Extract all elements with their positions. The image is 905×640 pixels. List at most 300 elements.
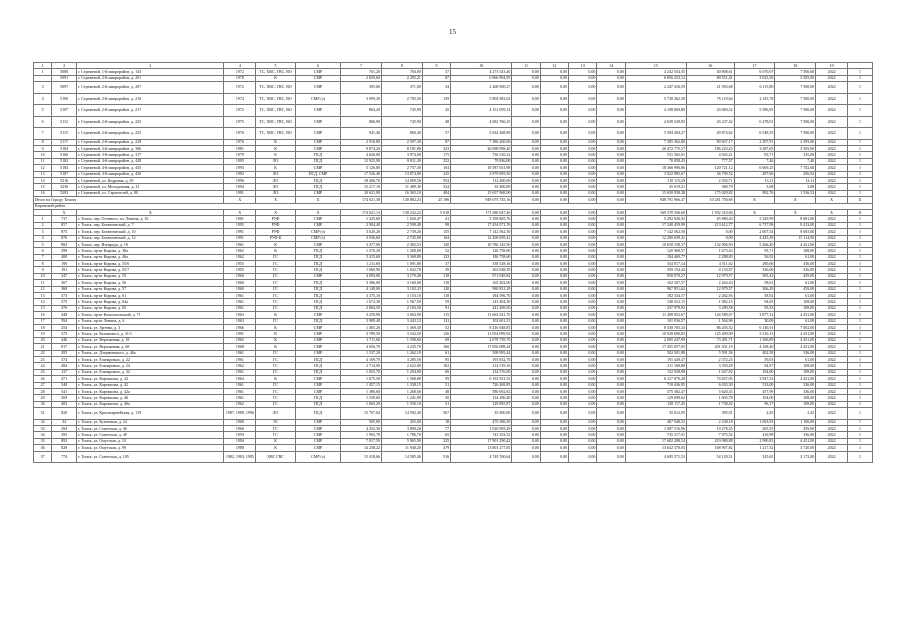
table-cell: 5 618 [422,209,450,215]
table-cell: 336,00 [734,267,775,273]
table-cell: 1 211,60 [341,261,382,267]
table-cell: 0,00 [569,222,597,228]
table-cell: 295 [52,350,77,356]
table-cell: 14 [34,299,52,305]
table-cell: 2 804,50 [341,305,382,311]
table-cell: 0,00 [512,165,540,171]
table-cell: 7,40 [775,158,816,164]
table-cell: 2022 [816,139,848,145]
table-cell: ПСД [295,184,340,190]
table-cell: 10 928 690,83 [625,331,686,337]
table-cell: 5097 [52,82,77,94]
table-cell: 6 737,98 [734,222,775,228]
table-cell: 11 [512,63,540,69]
table-cell: г. Стрежевой, ул. Кедровая, д. 65 [77,178,224,184]
table-cell: 1 647,02 [686,369,734,375]
table-cell: 186 223,23 [686,146,734,152]
table-cell: 817 [52,344,77,350]
table-cell: 1 [847,432,872,438]
table-cell: 726 469,85 [451,382,512,388]
table-cell: 225 [422,438,450,444]
table-cell: 1 022,70 [382,267,423,273]
table-cell: 0,00 [597,293,625,299]
table-cell: 13,11 [775,178,816,184]
table-cell: 1 [847,93,872,105]
table-cell: 0,00 [569,286,597,292]
table-cell: 0,00 [512,93,540,105]
table-cell: 7 500,00 [775,128,816,140]
table-cell: 1900 [224,419,256,425]
table-cell: 2022 [816,408,848,420]
table-cell: 2022 [816,152,848,158]
table-cell: 3 369,80 [382,254,423,260]
table-cell: 1 [847,286,872,292]
table-cell: 12 [540,63,568,69]
table-cell: 95,33 [734,305,775,311]
table-cell: 0,00 [512,254,540,260]
table-cell: 0,00 [569,158,597,164]
table-cell: 1955 [224,261,256,267]
table-cell: 0,00 [540,248,568,254]
table-cell: СМР [295,312,340,318]
table-cell: 806,90 [341,116,382,128]
table-cell: 0,00 [512,171,540,177]
table-cell: 0,00 [597,318,625,324]
table-cell: 2022 [816,369,848,375]
table-cell: 201 031,19 [686,344,734,350]
table-cell: г. Томск, пр-кт Кирова, д. 64а [77,299,224,305]
table-cell: 16 [34,190,52,196]
table-cell: 1 [847,388,872,394]
table-cell: 0,00 [597,344,625,350]
table-cell: 0,00 [569,363,597,369]
table-cell: 399 [52,248,77,254]
table-cell: 8 [382,63,423,69]
table-cell: ПСД [295,280,340,286]
table-cell: ГС [256,432,296,438]
table-cell: 0,00 [597,419,625,425]
table-cell: 459,00 [775,286,816,292]
table-cell: 516 [422,451,450,463]
table-cell: 1 [847,438,872,444]
table-cell: 131 [422,318,450,324]
table-cell: 374 [52,356,77,362]
table-cell: 10 786 145,50 [451,241,512,247]
table-cell: 876 [52,235,77,241]
table-cell: 1 [847,337,872,343]
table-cell: 2 [52,63,77,69]
table-cell: 102 601,51 [451,318,512,324]
table-cell: 0,00 [540,254,568,260]
table-cell: 0,00 [512,139,540,145]
table-cell: 2022 [816,305,848,311]
table-cell: 6 278,01 [734,116,775,128]
table-cell: 2022 [816,75,848,81]
table-cell: 0,00 [512,382,540,388]
table-cell: 50 [422,395,450,401]
table-cell: 1962 [224,254,256,260]
table-cell: 0,00 [540,376,568,382]
table-cell: 9 811,30 [382,158,423,164]
table-cell: 19 278,35 [686,425,734,431]
table-cell: 0,00 [597,267,625,273]
table-cell: 6 966 904,95 [451,75,512,81]
table-cell: 0,00 [512,229,540,235]
table-cell: 0,00 [512,312,540,318]
table-cell: 941,40 [341,128,382,140]
table-cell: ГС [256,382,296,388]
table-cell: 0,00 [540,190,568,196]
table-cell: 2022 [816,325,848,331]
table-cell: г. Стрежевой, ул. Строителей, д. 80 [77,190,224,196]
table-cell: 13,11 [734,178,775,184]
table-cell: 1 [847,318,872,324]
table-cell: 2022 [816,229,848,235]
table-cell: 1 [847,356,872,362]
table-cell: СМР [295,376,340,382]
table-cell: 1 590,60 [382,337,423,343]
table-cell: 101 036,57 [625,318,686,324]
table-cell: 5112 [52,116,77,128]
table-cell: 21 503,68 [686,82,734,94]
table-cell: 3 477,00 [341,241,382,247]
table-cell: 9 413,00 [775,222,816,228]
table-cell: 0,00 [540,305,568,311]
table-cell: 2022 [816,293,848,299]
table-cell: ПСД [295,267,340,273]
table-cell: Х [847,209,872,215]
table-cell: 3 259,90 [341,312,382,318]
table-cell: 1 [847,382,872,388]
table-cell: г. Томск, пр-кт Кирова, д. 46а [77,254,224,260]
table-cell: 0,00 [540,82,568,94]
table-cell: 1972 [224,69,256,75]
table-cell: 1 217,32 [734,445,775,451]
table-cell: 37 [422,69,450,75]
table-cell: 0,00 [512,184,540,190]
table-cell: 17 901 290,42 [451,438,512,444]
table-cell: 14 [597,63,625,69]
table-cell: 2 395,00 [775,139,816,145]
table-cell: 7 817,50 [341,438,382,444]
table-cell: г. Томск, пер. Осеннего, пл. Ленина, д. 16 [77,216,224,222]
table-cell: 2022 [816,376,848,382]
table-cell: 1 026 995,29 [451,425,512,431]
table-cell: 1994 [224,184,256,190]
table-cell: 87 [422,75,450,81]
table-cell: СМР [295,331,340,337]
table-cell: 3 287,65 [734,146,775,152]
table-cell: 2022 [816,419,848,425]
table-cell: 1991 [224,331,256,337]
table-cell: 126 758,00 [451,248,512,254]
table-cell: 1 [847,241,872,247]
table-cell: 1992 [224,171,256,177]
table-cell: 211 168,88 [625,363,686,369]
table-cell: 7 500,00 [775,105,816,117]
table-cell: 0,00 [512,376,540,382]
table-cell: 0,00 [540,425,568,431]
table-cell: г. Стрежевой, 2-й микрорайон, д. 210 [77,93,224,105]
table-cell: СМР [295,165,340,171]
table-cell: 0,00 [569,184,597,190]
table-cell: 61,00 [775,293,816,299]
table-cell: 1987, 1988, 1996 [224,408,256,420]
table-cell: ПСД [295,369,340,375]
table-cell: 45 [422,105,450,117]
table-cell: 12 979,57 [686,286,734,292]
table-cell: 0,00 [512,267,540,273]
table-cell: 400 [52,254,77,260]
table-cell: 8 [34,261,52,267]
table-cell: К [256,312,296,318]
table-cell: 0,00 [569,331,597,337]
table-cell: 0,00 [569,209,597,215]
table-cell: 1 [847,105,872,117]
table-cell: 479 [422,445,450,451]
table-cell: 446 [52,337,77,343]
table-cell: Х [295,197,340,203]
table-cell: 1 992,70 [341,432,382,438]
table-cell: 32 [34,419,52,425]
table-cell: 19 [34,331,52,337]
table-cell: 0,00 [569,293,597,299]
table-cell: 18 366 996,86 [625,165,686,171]
table-cell: 0,00 [569,401,597,407]
table-cell: 402,58 [734,350,775,356]
table-cell: 2 005 247,99 [625,337,686,343]
table-cell: 2 739,26 [382,229,423,235]
table-cell: ПСД [295,408,340,420]
table-cell: 11 940,20 [382,445,423,451]
table-cell: ПСД [295,178,340,184]
table-cell: К [256,331,296,337]
table-cell: 52 [422,248,450,254]
table-cell: 0,00 [597,286,625,292]
table-cell: 6 192 931,53 [451,376,512,382]
table-cell: 0,00 [512,75,540,81]
table-cell: 108,00 [775,299,816,305]
table-cell: 0,00 [540,197,568,203]
table-cell: г. Стрежевой, ул. Молодежная, д. 21 [77,184,224,190]
table-cell: г. Томск, ул. Советская, д. 48 [77,432,224,438]
table-cell: 3 720,00 [775,445,816,451]
table-cell: г. Томск, ул. Омутская, д. 10 [77,438,224,444]
table-cell: 7 [34,128,52,140]
table-cell: СМР [295,116,340,128]
table-cell: ПСД [295,363,340,369]
table-cell: 11 498 952,67 [625,312,686,318]
table-cell: 16 365,10 [382,190,423,196]
table-cell: 8 181,80 [382,146,423,152]
table-cell: г. Стрежевой, 2-й микрорайон, д. 223 [77,116,224,128]
table-cell: 102 [422,363,450,369]
table-cell: 5187 [52,171,77,177]
table-cell: 108,00 [775,363,816,369]
table-cell: 1 325,60 [341,216,382,222]
table-cell: 0,00 [540,293,568,299]
table-cell: Х [256,209,296,215]
table-cell: 1 [34,63,52,69]
table-cell: 15 767,04 [341,408,382,420]
table-cell: Х [77,209,224,215]
table-cell: 123 [422,254,450,260]
table-cell: 34 [34,432,52,438]
table-cell: 0,00 [512,69,540,75]
table-cell: 0,00 [597,229,625,235]
table-cell: 2022 [816,312,848,318]
table-cell: 214 519,16 [451,363,512,369]
table-cell: 3 153,10 [382,293,423,299]
table-cell: 0,00 [540,105,568,117]
table-cell: 2,45 [775,408,816,420]
table-cell: 0,00 [540,158,568,164]
table-cell: 7 [341,63,382,69]
table-cell: 594 [52,318,77,324]
table-cell: 395,60 [341,82,382,94]
table-cell: СМР [295,425,340,431]
table-cell: 2022 [816,146,848,152]
table-cell: ПСД [295,248,340,254]
table-cell: г. Томск, пр-кт Кирова, д. 57 [77,286,224,292]
table-cell: 456,92 [775,171,816,177]
table-cell: 3 922 985,67 [625,171,686,177]
table-cell: 2 [34,222,52,228]
table-cell: К [256,146,296,152]
table-cell: 459,00 [775,273,816,279]
table-cell: 0,00 [540,184,568,190]
table-cell: 336,00 [775,261,816,267]
table-cell: 2022 [816,273,848,279]
table-cell: 1 241,90 [382,395,423,401]
table-cell: 531 565,01 [625,152,686,158]
table-cell: 0,00 [512,331,540,337]
table-cell: 2022 [816,69,848,75]
table-cell: 1 675,50 [341,376,382,382]
table-cell: 33 [34,425,52,431]
table-cell: г. Томск, пр-кт Ленина, д. 6 [77,318,224,324]
table-cell: 1 [847,184,872,190]
table-cell: 0,00 [569,312,597,318]
table-cell: 0,00 [540,116,568,128]
table-cell: 0,00 [540,438,568,444]
table-cell: 0,00 [512,337,540,343]
table-cell: 3 974,00 [382,152,423,158]
table-cell: 0,00 [540,363,568,369]
table-cell: 0,00 [597,197,625,203]
table-cell: 958 070,27 [625,273,686,279]
table-cell: 165 402,00 [451,280,512,286]
table-cell: 7 702,00 [775,165,816,171]
table-cell: 132 928,98 [625,369,686,375]
table-cell: г. Томск, ул. Белинского, д. 31/1 [77,331,224,337]
table-cell: 182 334,57 [625,293,686,299]
table-cell: 35 [34,438,52,444]
table-cell: 1976 [224,128,256,140]
table-cell: 0,00 [540,229,568,235]
table-cell: 0,00 [597,350,625,356]
table-cell: К [256,248,296,254]
table-cell: 470 286,50 [451,419,512,425]
table-cell: 15 650 958,38 [625,190,686,196]
table-cell: 7 500,00 [775,82,816,94]
table-cell: 0,00 [512,395,540,401]
table-cell: 967 851,62 [625,286,686,292]
table-cell: 2022 [816,350,848,356]
table-cell: 5293 [52,190,77,196]
table-cell: 59 [422,299,450,305]
table-cell: 0,00 [512,408,540,420]
table-cell: 5100 [52,93,77,105]
table-cell: 69 [422,337,450,343]
table-cell: 0,00 [512,369,540,375]
table-cell: 1 [847,425,872,431]
table-cell: 1 [847,139,872,145]
table-cell: 174 021,38 [341,197,382,203]
table-cell: 2022 [816,363,848,369]
table-cell: 567 [422,408,450,420]
table-cell: ГС [256,388,296,394]
table-cell: 336,00 [775,350,816,356]
table-cell: 1 091,80 [382,261,423,267]
table-cell: 1961 [224,388,256,394]
table-cell: 1972 [224,82,256,94]
table-cell: 363 048,39 [451,267,512,273]
table-cell: 35 012,95 [625,408,686,420]
table-row [34,93,873,105]
table-cell: 252 [422,158,450,164]
table-cell: СМР [295,350,340,356]
table-cell: 2022 [816,116,848,128]
table-cell: 237 979,92 [625,305,686,311]
table-cell: 0,00 [540,261,568,267]
table-row [34,128,873,140]
table-cell: 9 [34,146,52,152]
table-cell: 171 580 647,46 [451,209,512,215]
table-cell: 118 [422,280,450,286]
table-cell: 4 431,00 [775,331,816,337]
table-cell: 1962 [224,401,256,407]
table-cell: 0,00 [540,432,568,438]
table-cell: 186 758,60 [451,254,512,260]
table-cell: ЛО [256,158,296,164]
table-cell: 1965 [224,337,256,343]
table-cell: 5080 [52,69,77,75]
table-cell: 168 907,82 [686,445,734,451]
table-cell: 335,00 [775,152,816,158]
table-cell: 144 589,07 [686,312,734,318]
table-cell: 12 200 659,41 [625,235,686,241]
table-cell: 10 658 158,37 [625,241,686,247]
table-cell: 1994 [224,438,256,444]
table-cell: 0,00 [569,93,597,105]
table-cell: 1 [847,116,872,128]
table-cell: 2,45 [734,408,775,420]
table-cell: 3 505,00 [775,146,816,152]
table-cell: 0,00 [540,299,568,305]
table-cell: 5 126,80 [341,165,382,171]
table-cell: 17 [34,318,52,324]
table-cell: 108,00 [775,248,816,254]
table-cell: 1961 [224,299,256,305]
table-cell: 0,00 [512,286,540,292]
table-cell: 875 [52,229,77,235]
table-cell: 1962 [224,363,256,369]
table-cell: 3 160,00 [382,280,423,286]
table-cell: 0,00 [512,216,540,222]
table-cell: ТС, ХВС, ГВС, ВО [256,105,296,117]
table-cell: 17 240 459,99 [625,222,686,228]
